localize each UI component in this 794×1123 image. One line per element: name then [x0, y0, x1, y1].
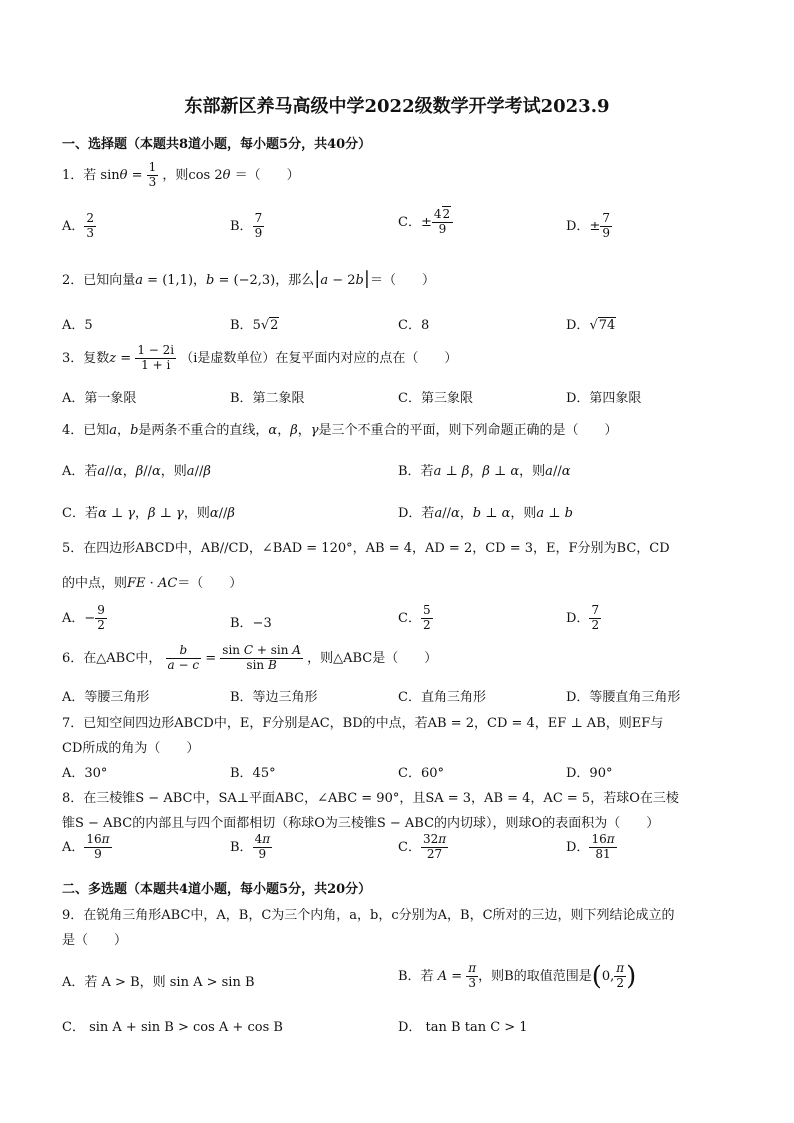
q3-option-d: D．第四象限 — [566, 391, 642, 406]
q1-prefix: 1．若 — [62, 167, 97, 183]
q4-option-c: C．若α ⊥ γ，β ⊥ γ，则α//β — [62, 506, 235, 521]
q2-option-c: C．8 — [398, 318, 430, 333]
section-heading-single-choice: 一、选择题（本题共8道小题，每小题5分，共40分） — [62, 137, 372, 152]
q6-option-b: B．等边三角形 — [230, 690, 318, 705]
q2-option-a: A．5 — [62, 318, 93, 333]
question-9-line2: 是（ ） — [62, 933, 128, 948]
q3-option-c: C．第三象限 — [398, 391, 473, 406]
question-5-line2: 的中点，则FE · AC＝（ ） — [62, 576, 243, 591]
question-6: 6．在△ABC中， $\frac{b}{a - c}$ = $\frac{\text{sin C + sin A}}{\text{sin B}}$ ，则△ABC是（ ） — [62, 643, 438, 672]
q5-option-d: D． $\frac{7}{2}$ — [566, 603, 600, 632]
q5-option-b: B．−3 — [230, 616, 272, 631]
q7-option-c: C．60° — [398, 766, 444, 781]
q9-option-a: A．若 A > B，则 sin A > sin B — [62, 975, 255, 990]
q6-option-a: A．等腰三角形 — [62, 690, 150, 705]
q9-option-c: C． sin A + sin B > cos A + cos B — [62, 1020, 283, 1035]
q3-option-b: B．第二象限 — [230, 391, 305, 406]
q1-end: ＝（ ） — [234, 167, 300, 183]
page-title: 东部新区养马高级中学2022级数学开学考试2023.9 — [184, 96, 610, 117]
q5-option-c: C． $\frac{5}{2}$ — [398, 603, 431, 632]
q5-option-a: A．− $\frac{9}{2}$ — [62, 603, 105, 632]
q7-option-b: B．45° — [230, 766, 276, 781]
q8-option-d: D． $\frac{16\pi}{81}$ — [566, 832, 615, 861]
q8-option-c: C． $\frac{32\pi}{27}$ — [398, 832, 447, 861]
section-heading-multi-choice: 二、多选题（本题共4道小题，每小题5分，共20分） — [62, 882, 372, 897]
question-7: 7．已知空间四边形ABCD中，E，F分别是AC，BD的中点，若AB = 2，CD = 4，EF ⊥ AB，则EF与 — [62, 716, 664, 731]
question-4: 4．已知a，b是两条不重合的直线，α，β，γ是三个不重合的平面，则下列命题正确的是（ ） — [62, 423, 618, 438]
q4-option-d: D．若a//α，b ⊥ α，则a ⊥ b — [398, 506, 573, 521]
q8-option-b: B． $\frac{4\pi}{9}$ — [230, 832, 271, 861]
q1-middle: ，则 — [162, 167, 189, 183]
question-9: 9．在锐角三角形ABC中，A，B，C为三个内角，a，b，c分别为A，B，C所对的三边，则下列结论成立的 — [62, 908, 675, 923]
q1-option-d: D．± $\frac{7}{9}$ — [566, 211, 610, 240]
q2-option-b: B．5√2 — [230, 318, 279, 333]
question-7-line2: CD所成的角为（ ） — [62, 741, 200, 756]
q6-option-c: C．直角三角形 — [398, 690, 486, 705]
question-2: 2．已知向量a = (1,1)，b = (−2,3)，那么|a − 2b|＝（ ） — [62, 268, 435, 289]
q7-option-a: A．30° — [62, 766, 108, 781]
q7-option-d: D．90° — [566, 766, 613, 781]
q4-option-b: B．若a ⊥ β，β ⊥ α，则a//α — [398, 464, 571, 479]
q9-option-b: B．若 A = $\frac{\pi}{3}$ ，则B的取值范围是(0, $\frac{\pi}{2}$ ) — [398, 961, 637, 992]
q8-option-a: A． $\frac{16\pi}{9}$ — [62, 832, 110, 861]
q1-option-c: C．± $\frac{42}{9}$ — [398, 208, 453, 237]
question-3: 3．复数z = $\frac{1 - 2i}{1 + i}$ （i是虚数单位）在复平面内对应的点在（ ） — [62, 343, 458, 372]
q6-option-d: D．等腰直角三角形 — [566, 690, 681, 705]
q2-option-d: D．√74 — [566, 318, 616, 333]
question-5: 5．在四边形ABCD中，AB//CD，∠BAD = 120°，AB = 4，AD = 2，CD = 3，E，F分别为BC，CD — [62, 541, 670, 556]
q3-option-a: A．第一象限 — [62, 391, 137, 406]
q1-option-b: B． $\frac{7}{9}$ — [230, 211, 263, 240]
question-8-line2: 锥S − ABC的内部且与四个面都相切（称球O为三棱锥S − ABC的内切球），则球O的表面积为（ ） — [62, 816, 660, 831]
q1-option-a: A． $\frac{2}{3}$ — [62, 211, 95, 240]
q9-option-d: D． tan B tan C > 1 — [398, 1020, 528, 1035]
q4-option-a: A．若a//α，β//α，则a//β — [62, 464, 211, 479]
question-1: 1．若 sinθ = $\frac{1}{3}$ ，则cos 2θ ＝（ ） — [62, 160, 300, 189]
question-8: 8．在三棱锥S − ABC中，SA⊥平面ABC，∠ABC = 90°，且SA = 3，AB = 4，AC = 5，若球O在三棱 — [62, 791, 679, 806]
